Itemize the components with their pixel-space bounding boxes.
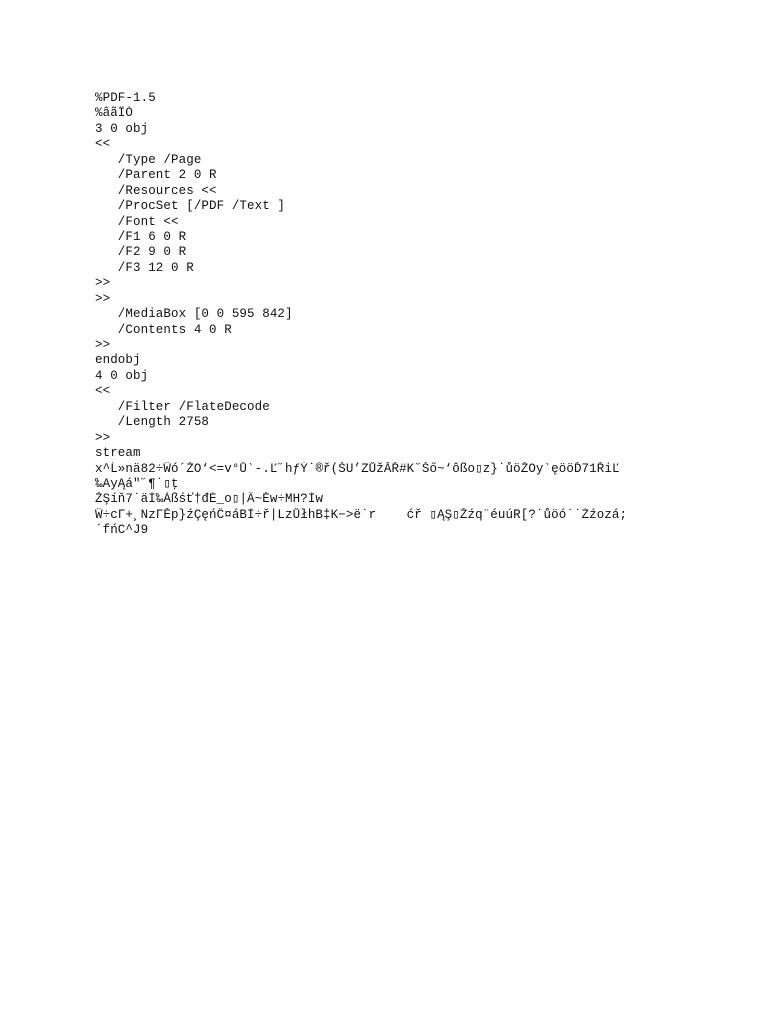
text-line: /ProcSet [/PDF /Text ]	[95, 199, 286, 214]
text-line: /MediaBox [0 0 595 842]	[95, 307, 293, 322]
text-line: /Resources <<	[95, 183, 217, 198]
text-line: >>	[95, 291, 111, 306]
text-line: /Parent 2 0 R	[95, 168, 217, 183]
text-line: /F2 9 0 R	[95, 245, 187, 260]
text-line: %PDF-1.5	[95, 91, 156, 105]
stream-data-line: ‰AyĄá"˝¶˙▯ţ	[95, 476, 179, 491]
text-line: >>	[95, 430, 111, 445]
text-line: >>	[95, 276, 111, 291]
text-line: endobj	[95, 353, 141, 368]
stream-data-line: ´fńC^J9	[95, 523, 149, 538]
stream-data-line: x^Ĺ»nä82÷Ŵó´ŽO‘<=v°Ů‵-.Ľ˝hƒÝ˙®ř(ŠU’ZŮžĂŘ#K˘Šő~‘ôßo▯z}˙ůöŽOy‵ęööĎ71ŘiĽ	[95, 461, 620, 476]
text-line: <<	[95, 384, 111, 399]
text-line: /Length 2758	[95, 415, 210, 430]
text-line: /Font <<	[95, 214, 179, 229]
stream-data-line: Ŵ÷cΓ+¸NzΓĔp}źÇęńĈ¤áBÍ÷ř|LzŮłhB‡K−>ë˙r ćř ▯ĄŞ▯Žźq¨éuúR[?˙ůöó˙˙Źźozá;	[95, 507, 628, 522]
text-line: >>	[95, 338, 111, 352]
text-line: /F3 12 0 R	[95, 260, 194, 275]
text-line: stream	[95, 446, 141, 461]
text-line: %âãÏÓ	[95, 106, 134, 121]
text-line: /Filter /FlateDecode	[95, 399, 270, 414]
text-line: /F1 6 0 R	[95, 229, 187, 244]
text-line: 3 0 obj	[95, 121, 149, 136]
text-line: <<	[95, 137, 111, 152]
stream-data-line: ŽŞíň7˙äÍ‰Áßśť†đÉ_o▯|Â~Ěw÷MH?Íw	[95, 492, 324, 507]
text-line: 4 0 obj	[95, 368, 149, 383]
text-line: /Contents 4 0 R	[95, 322, 232, 337]
pdf-source-text	[95, 91, 745, 539]
text-line: /Type /Page	[95, 152, 202, 167]
